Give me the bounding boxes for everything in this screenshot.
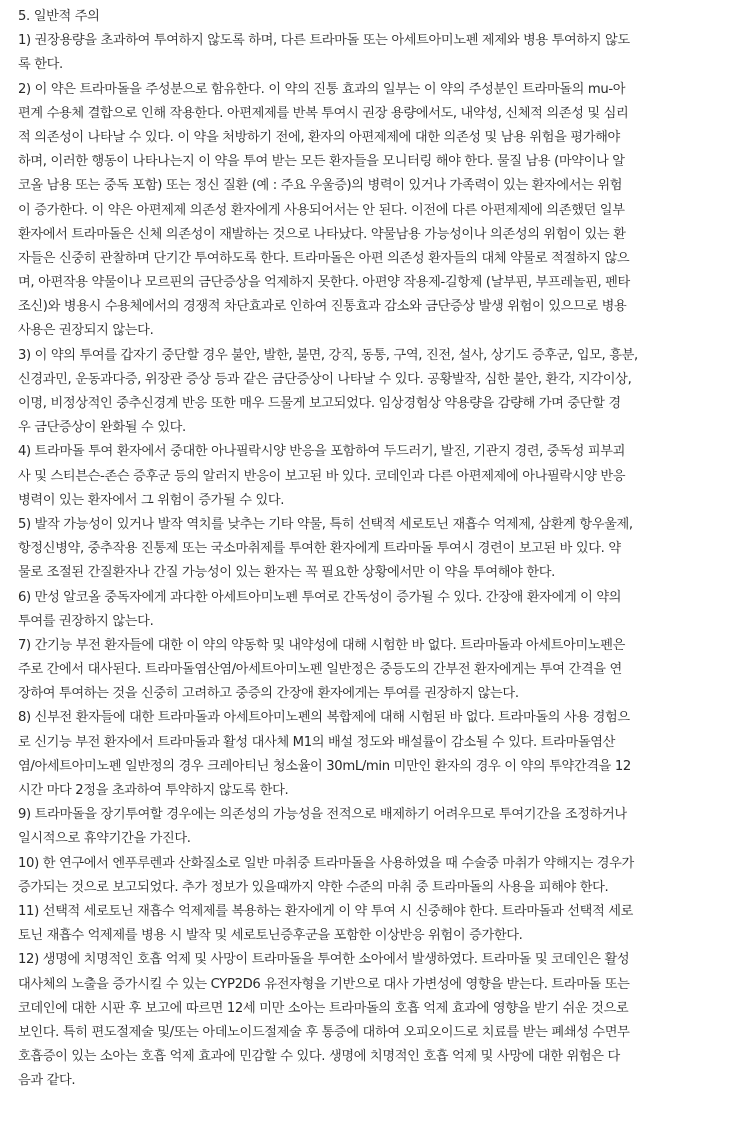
text-line: 일시적으로 휴약기간을 가진다. xyxy=(18,831,191,847)
text-line: 항정신병약, 중추작용 진통제 또는 국소마취제를 투여한 환자에게 트라마돌 투여시 경련이 보고된 바 있다. 약 xyxy=(18,541,621,557)
text-line: 7) 간기능 부전 환자들에 대한 이 약의 약동학 및 내약성에 대해 시험한 바 없다. 트라마돌과 아세트아미노펜은 xyxy=(18,637,626,653)
text-line: 장하여 투여하는 것을 신중히 고려하고 중증의 간장애 환자에게는 투여를 권장하지 않는다. xyxy=(18,686,519,702)
text-line: 록 한다. xyxy=(18,57,63,73)
text-line: 토닌 재흡수 억제제를 병용 시 발작 및 세로토닌증후군을 포함한 이상반응 위험이 증가한다. xyxy=(18,928,523,944)
text-line: 8) 신부전 환자들에 대한 트라마돌과 아세트아미노펜의 복합제에 대해 시험된 바 없다. 트라마돌의 사용 경험으 xyxy=(18,710,630,726)
text-line: 우 금단증상이 완화될 수 있다. xyxy=(18,420,186,436)
text-line: 며, 아편작용 약물이나 모르핀의 금단증상을 억제하지 못한다. 아편양 작용제-길항제 (날부핀, 부프레놀핀, 펜타 xyxy=(18,275,630,291)
text-line: 병력이 있는 환자에서 그 위험이 증가될 수 있다. xyxy=(18,492,285,508)
text-line: 이명, 비정상적인 중추신경계 반응 또한 매우 드물게 보고되었다. 임상경험상 약용량을 감량해 가며 중단할 경 xyxy=(18,396,621,411)
text-line xyxy=(18,1118,725,1142)
text-line: 주로 간에서 대사된다. 트라마돌염산염/아세트아미노펜 일반정은 중등도의 간부전 환자에게는 투여 간격을 연 xyxy=(18,662,622,678)
text-line: 보인다. 특히 편도절제술 및/또는 아데노이드절제술 후 통증에 대하여 오피오이드로 치료를 받는 폐쇄성 수면무 xyxy=(18,1024,630,1040)
text-line: 편계 수용체 결합으로 인해 작용한다. 아편제제를 반복 투여시 권장 용량에서도, 내약성, 신체적 의존성 및 심리 xyxy=(18,105,629,121)
text-line: 투여를 권장하지 않는다. xyxy=(18,613,154,629)
text-line: 5) 발작 가능성이 있거나 발작 역치를 낮추는 기타 약물, 특히 선택적 세로토닌 재흡수 억제제, 삼환계 항우울제, xyxy=(18,516,633,532)
text-line: 염/아세트아미노펜 일반정의 경우 크레아티닌 청소율이 30mL/min 미만인 환자의 경우 이 약의 투약간격을 12 xyxy=(18,758,631,774)
text-line: 대사체의 노출을 증가시킬 수 있는 CYP2D6 유전자형을 기반으로 대사 가변성에 영향을 받는다. 트라마돌 또는 xyxy=(18,976,630,992)
text-line: 2) 이 약은 트라마돌을 주성분으로 함유한다. 이 약의 진통 효과의 일부는 이 약의 주성분인 트라마돌의 mu-아 xyxy=(18,81,626,97)
section-heading: 5. 일반적 주의 xyxy=(18,9,100,24)
text-line: 사용은 권장되지 않는다. xyxy=(18,323,154,339)
text-line: 3) 이 약의 투여를 갑자기 중단할 경우 불안, 발한, 불면, 강직, 동통, 구역, 진전, 설사, 상기도 증후군, 입모, 흥분, xyxy=(18,347,638,363)
text-line: 신경과민, 운동과다증, 위장관 증상 등과 같은 금단증상이 나타날 수 있다. 공황발작, 심한 불안, 환각, 지각이상, xyxy=(18,371,632,387)
text-line: 조신)와 병용시 수용체에서의 경쟁적 차단효과로 인하여 진통효과 감소와 금단증상 발생 위험이 있으므로 병용 xyxy=(18,299,627,315)
text-line: 코데인에 대한 시판 후 보고에 따르면 12세 미만 소아는 트라마돌의 호흡 억제 효과에 영향을 받기 쉬운 것으로 xyxy=(18,1000,629,1016)
text-line: 물로 조절된 간질환자나 간질 가능성이 있는 환자는 꼭 필요한 상황에서만 이 약을 투여해야 한다. xyxy=(18,565,555,581)
text-line: 호흡증이 있는 소아는 호흡 억제 효과에 민감할 수 있다. 생명에 치명적인 호흡 억제 및 사망에 대한 위험은 다 xyxy=(18,1049,620,1065)
text-line xyxy=(18,1093,725,1117)
text-line: 4) 트라마돌 투여 환자에서 중대한 아나필락시양 반응을 포함하여 두드러기, 발진, 기관지 경련, 중독성 피부괴 xyxy=(18,444,626,460)
text-line: 증가되는 것으로 보고되었다. 추가 정보가 있을때까지 약한 수준의 마취 중 트라마돌의 사용을 피해야 한다. xyxy=(18,879,609,895)
text-line: 환자에서 트라마돌은 신체 의존성이 재발하는 것으로 나타났다. 약물남용 가능성이나 의존성의 위험이 있는 환 xyxy=(18,226,626,242)
text-line: 하며, 이러한 행동이 나타나는지 이 약을 투여 받는 모든 환자들을 모니터링 해야 한다. 물질 남용 (마약이나 알 xyxy=(18,154,625,170)
text-line: 6) 만성 알코올 중독자에게 과다한 아세트아미노펜 투여로 간독성이 증가될 수 있다. 간장애 환자에게 이 약의 xyxy=(18,589,622,605)
text-line: 사 및 스티븐슨-존슨 증후군 등의 알러지 반응이 보고된 바 있다. 코데인과 다른 아편제제에 아나필락시양 반응 xyxy=(18,468,626,484)
text-line: 음과 같다. xyxy=(18,1073,76,1089)
text-line: 로 신기능 부전 환자에서 트라마돌과 활성 대사체 M1의 배설 정도와 배설률이 감소될 수 있다. 트라마돌염산 xyxy=(18,734,616,750)
text-line: 12) 생명에 치명적인 호흡 억제 및 사망이 트라마돌을 투여한 소아에서 발생하였다. 트라마돌 및 코데인은 활성 xyxy=(18,952,630,968)
text-line: 시간 마다 2정을 초과하여 투약하지 않도록 한다. xyxy=(18,783,289,798)
text-line: 코올 남용 또는 중독 포함) 또는 정신 질환 (예 : 주요 우울증)의 병력이 있거나 가족력이 있는 환자에서는 위험 xyxy=(18,178,623,194)
text-line: 9) 트라마돌을 장기투여할 경우에는 의존성의 가능성을 전적으로 배제하기 어려우므로 투여기간을 조정하거나 xyxy=(18,807,627,823)
text-line: 이 증가한다. 이 약은 아편제제 의존성 환자에게 사용되어서는 안 된다. 이전에 다른 아편제제에 의존했던 일부 xyxy=(18,202,625,218)
text-line: 자들은 신중히 관찰하며 단기간 투여하도록 한다. 트라마돌은 아편 의존성 환자들의 대체 약물로 적절하지 않으 xyxy=(18,250,630,266)
text-line: 1) 권장용량을 초과하여 투여하지 않도록 하며, 다른 트라마돌 또는 아세트아미노펜 제제와 병용 투여하지 않도 xyxy=(18,33,630,49)
text-line: 10) 한 연구에서 엔푸루렌과 산화질소로 일반 마취중 트라마돌을 사용하였을 때 수술중 마취가 약해지는 경우가 xyxy=(18,855,634,871)
text-line: 적 의존성이 나타날 수 있다. 이 약을 처방하기 전에, 환자의 아편제제에 대한 의존성 및 남용 위험을 평가해야 xyxy=(18,129,620,145)
text-line: 11) 선택적 세로토닌 재흡수 억제제를 복용하는 환자에게 이 약 투여 시 신중해야 한다. 트라마돌과 선택적 세로 xyxy=(18,903,634,919)
